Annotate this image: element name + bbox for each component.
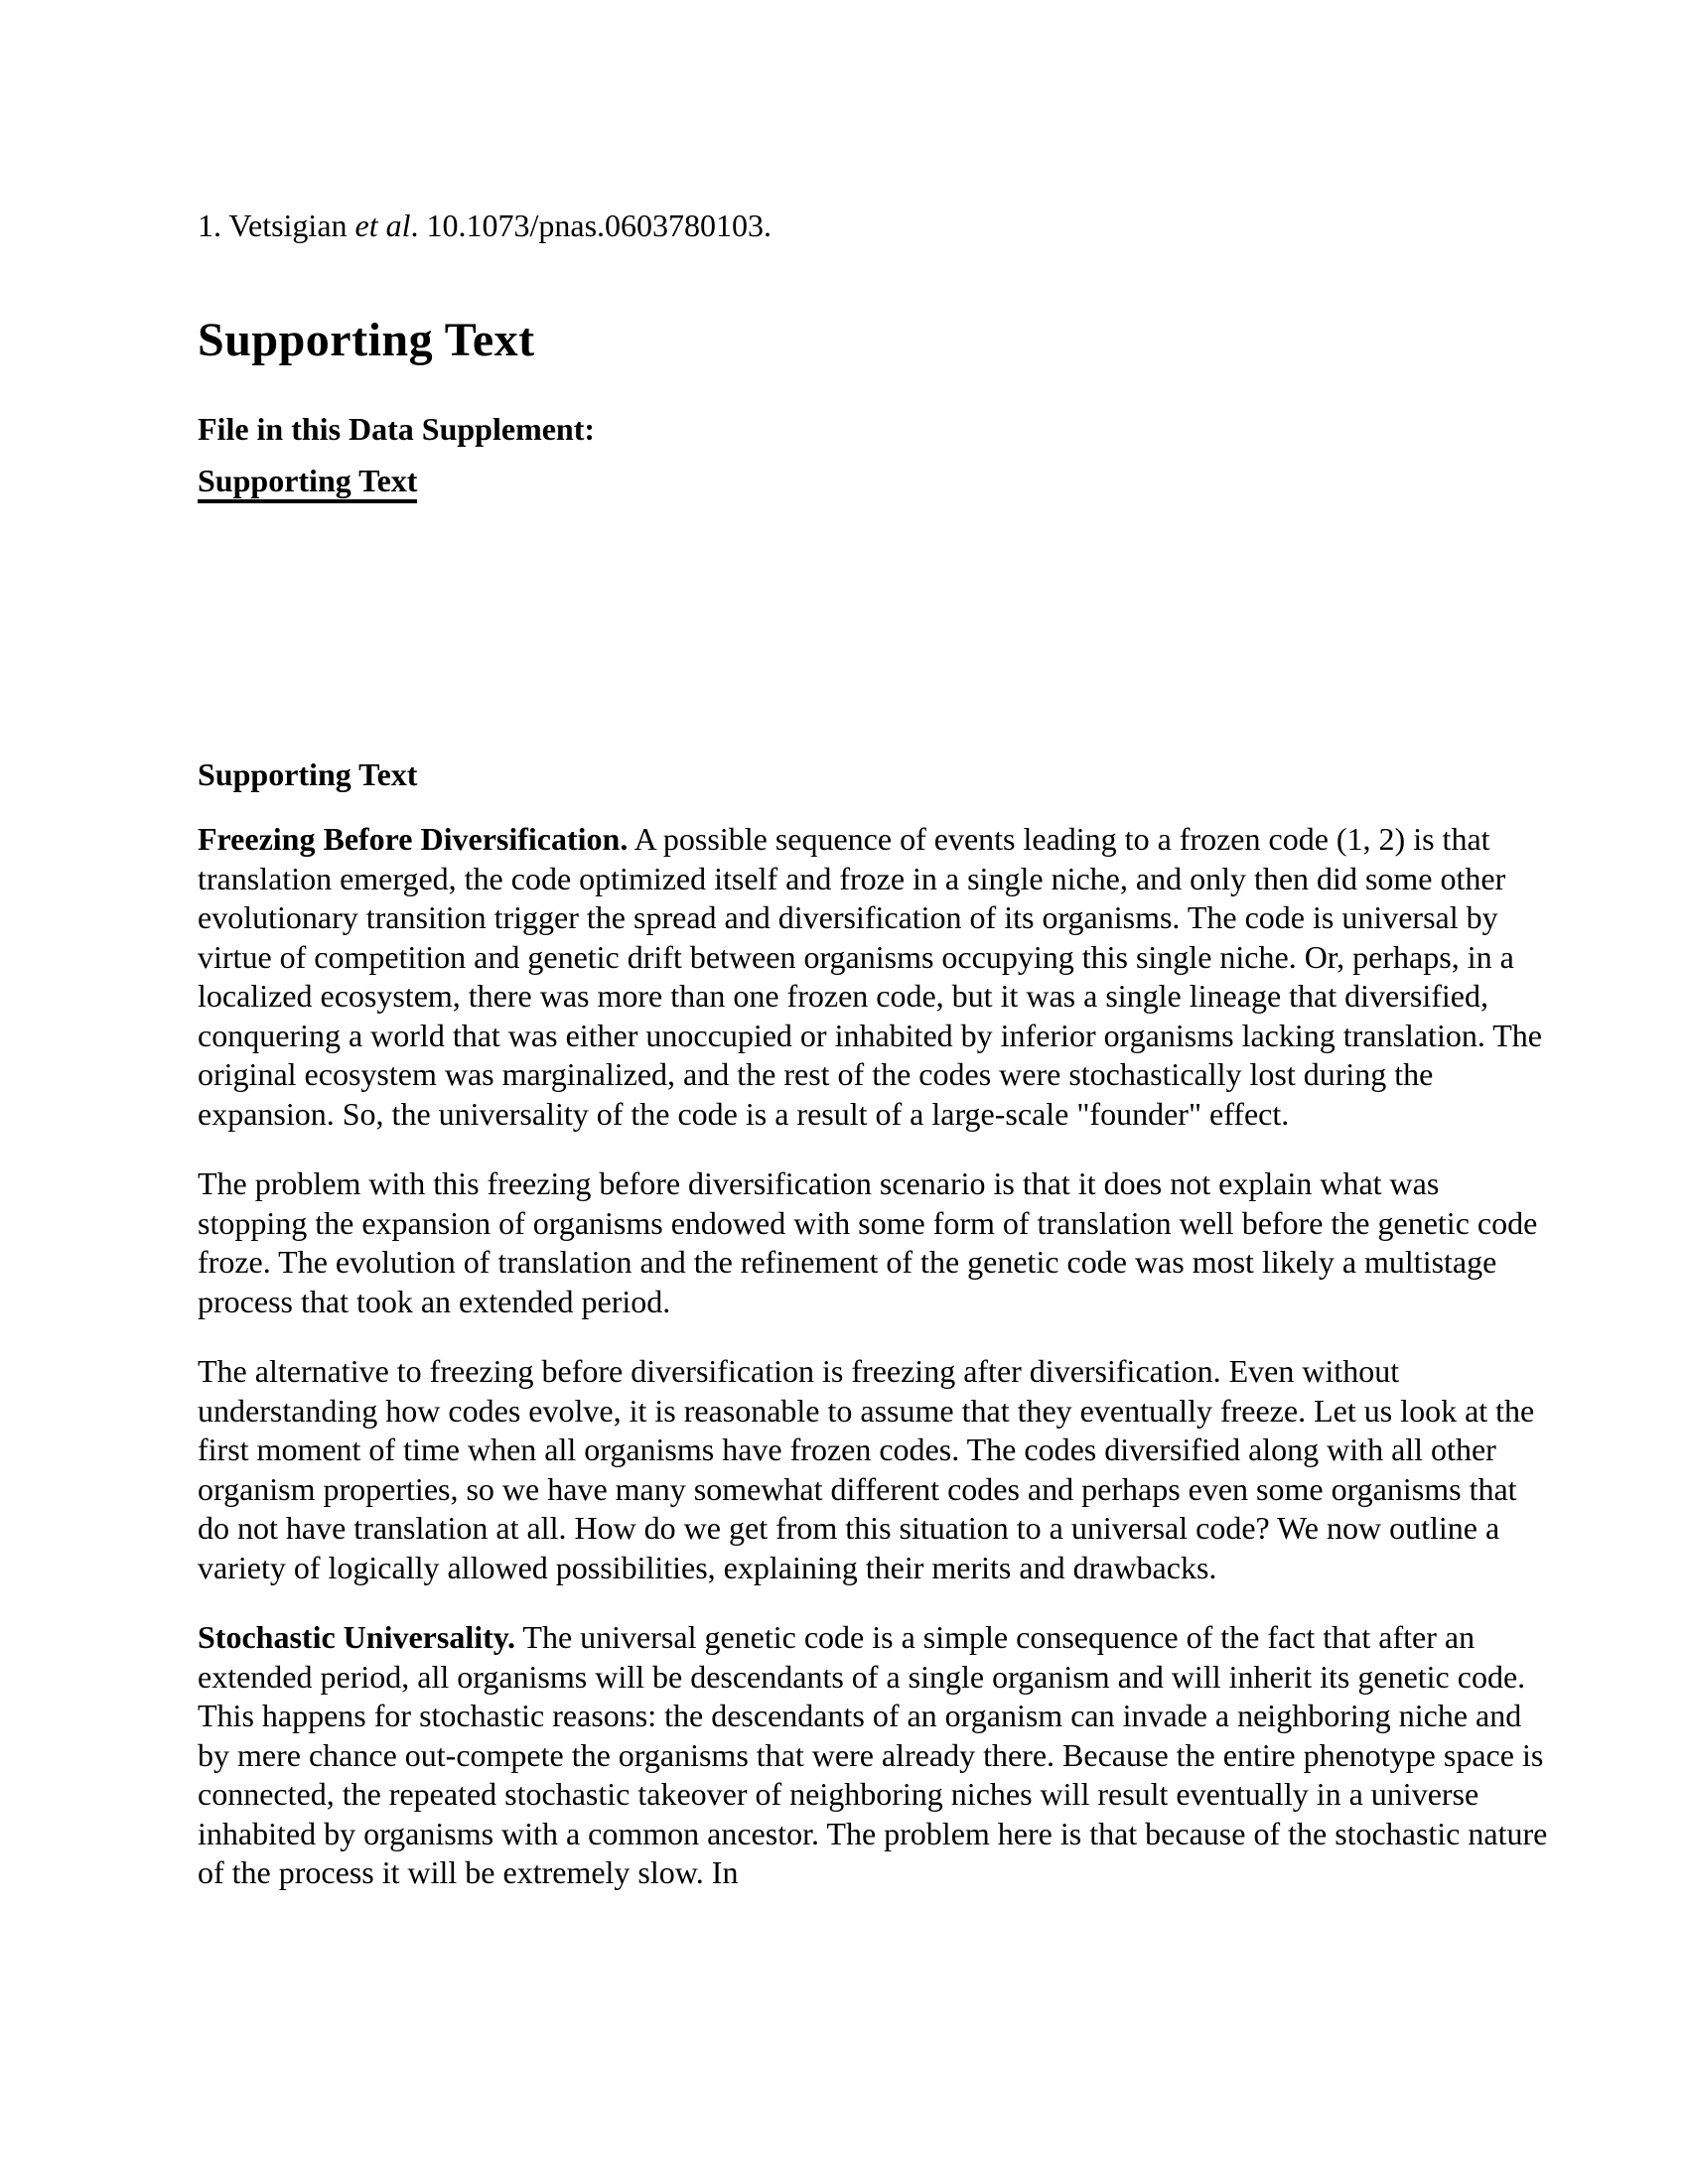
citation-doi: . 10.1073/pnas.0603780103.	[410, 207, 773, 243]
supporting-text-link[interactable]: Supporting Text	[198, 463, 417, 503]
paragraph-problem-with-freezing	[198, 1164, 1550, 1321]
citation-et-al: et al	[354, 207, 411, 243]
paragraph-alternative-freezing	[198, 1352, 1550, 1587]
paragraph-stochastic-universality	[198, 1618, 1550, 1893]
supplement-link-line	[198, 462, 1550, 501]
section-heading: Supporting Text	[198, 755, 418, 792]
supplement-label: File in this Data Supplement:	[198, 410, 596, 447]
citation-authors: 1. Vetsigian	[198, 207, 355, 243]
paragraph-text: The problem with this freezing before diversification scenario is that it does not explain what was stopping the expansion of organisms endowed with some form of translation well before the genetic code froze. The evolution of translation and the refinement of the genetic code was most likely a multistage process that took an extended period.	[198, 1165, 1538, 1319]
paragraph-lead: Freezing Before Diversification.	[198, 821, 629, 857]
paragraph-freezing-before-diversification	[198, 820, 1550, 1134]
document-content	[198, 0, 1550, 1893]
paragraph-lead: Stochastic Universality.	[198, 1619, 515, 1655]
paragraph-text: The alternative to freezing before diversification is freezing after diversification. Even without understanding how codes evolve, it is reasonable to assume that they eventually freeze. Let us look at the first moment of time when all organisms have frozen codes. The codes diversified along with all other organism properties, so we have many somewhat different codes and perhaps even some organisms that do not have translation at all. How do we get from this situation to a universal code? We now outline a variety of logically allowed possibilities, explaining their merits and drawbacks.	[198, 1353, 1535, 1585]
paragraph-text: A possible sequence of events leading to a frozen code (1, 2) is that translation emerged, the code optimized itself and froze in a single niche, and only then did some other evolutionary transition trigger the spread and diversification of its organisms. The code is universal by virtue of competition and genetic drift between organisms occupying this single niche. Or, perhaps, in a localized ecosystem, there was more than one frozen code, but it was a single lineage that diversified, conquering a world that was either unoccupied or inhabited by inferior organisms lacking translation. The original ecosystem was marginalized, and the rest of the codes were stochastically lost during the expansion. So, the universality of the code is a result of a large-scale "founder" effect.	[198, 821, 1542, 1132]
paragraph-text: The universal genetic code is a simple consequence of the fact that after an extended period, all organisms will be descendants of a single organism and will inherit its genetic code. This happens for stochastic reasons: the descendants of an organism can invade a neighboring niche and by mere chance out-compete the organisms that were already there. Because the entire phenotype space is connected, the repeated stochastic takeover of neighboring niches will result eventually in a universe inhabited by organisms with a common ancestor. The problem here is that because of the stochastic nature of the process it will be extremely slow. In	[198, 1619, 1548, 1890]
page-title: Supporting Text	[198, 313, 535, 366]
citation-line	[198, 206, 1550, 246]
